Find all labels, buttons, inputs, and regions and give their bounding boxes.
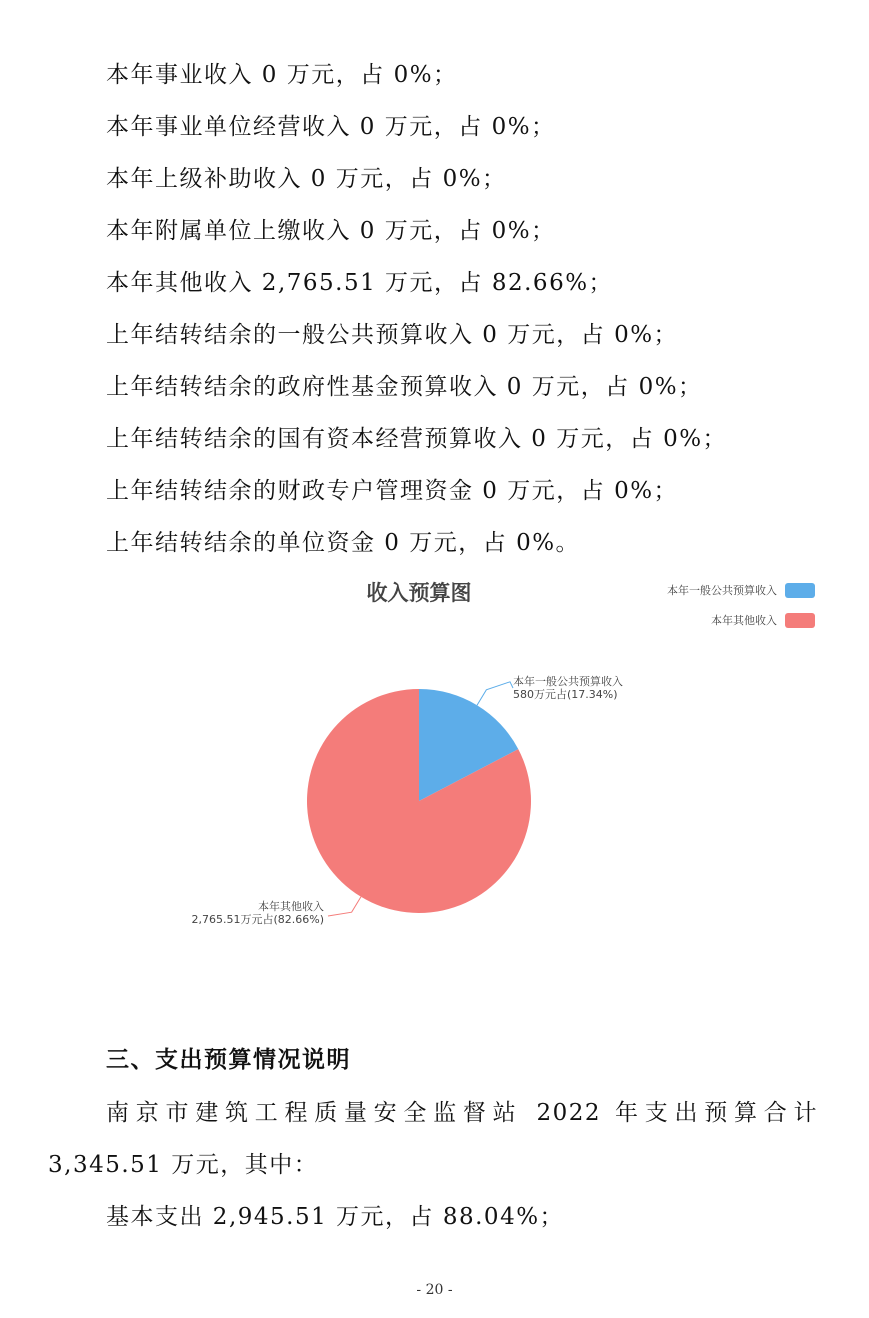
paragraph-line: 本年附属单位上缴收入 0 万元，占 0%；	[106, 218, 556, 244]
legend-swatch-0	[785, 583, 815, 598]
section-heading: 三、支出预算情况说明	[106, 1047, 351, 1073]
legend	[667, 583, 815, 628]
paragraph-line: 本年其他收入 2,765.51 万元，占 82.66%；	[106, 270, 614, 296]
paragraph-line: 上年结转结余的国有资本经营预算收入 0 万元，占 0%；	[106, 426, 728, 452]
legend-label-1: 本年其他收入	[711, 614, 777, 627]
basic-expense-line: 基本支出 2,945.51 万元，占 88.04%；	[106, 1204, 565, 1230]
paragraph-line: 本年事业单位经营收入 0 万元，占 0%；	[106, 114, 556, 140]
slice-label-1	[191, 897, 360, 926]
slice-label-0-name: 本年一般公共预算收入	[513, 675, 623, 688]
intro-line-2: 3,345.51 万元，其中：	[48, 1152, 319, 1178]
slice-label-0	[477, 674, 623, 705]
income-budget-chart	[0, 570, 869, 950]
paragraph-line: 本年上级补助收入 0 万元，占 0%；	[106, 166, 507, 192]
paragraph-line: 上年结转结余的财政专户管理资金 0 万元，占 0%；	[106, 478, 679, 504]
pie-chart-canvas	[0, 570, 869, 950]
legend-swatch-1	[785, 613, 815, 628]
intro-line-1: 南京市建筑工程质量安全监督站 2022 年支出预算合计	[106, 1100, 818, 1126]
pie-slices	[307, 689, 531, 913]
legend-label-0: 本年一般公共预算收入	[667, 584, 777, 597]
paragraph-line: 上年结转结余的单位资金 0 万元，占 0%。	[106, 530, 581, 556]
page-number: - 20 -	[416, 1282, 453, 1298]
slice-label-0-value: 580万元占(17.34%)	[513, 688, 618, 701]
paragraph-line: 上年结转结余的一般公共预算收入 0 万元，占 0%；	[106, 322, 679, 348]
paragraph-line: 上年结转结余的政府性基金预算收入 0 万元，占 0%；	[106, 374, 703, 400]
chart-title: 收入预算图	[366, 581, 472, 605]
slice-label-1-value: 2,765.51万元占(82.66%)	[191, 913, 324, 926]
paragraph-line: 本年事业收入 0 万元，占 0%；	[106, 62, 458, 88]
slice-label-1-name: 本年其他收入	[258, 900, 324, 913]
